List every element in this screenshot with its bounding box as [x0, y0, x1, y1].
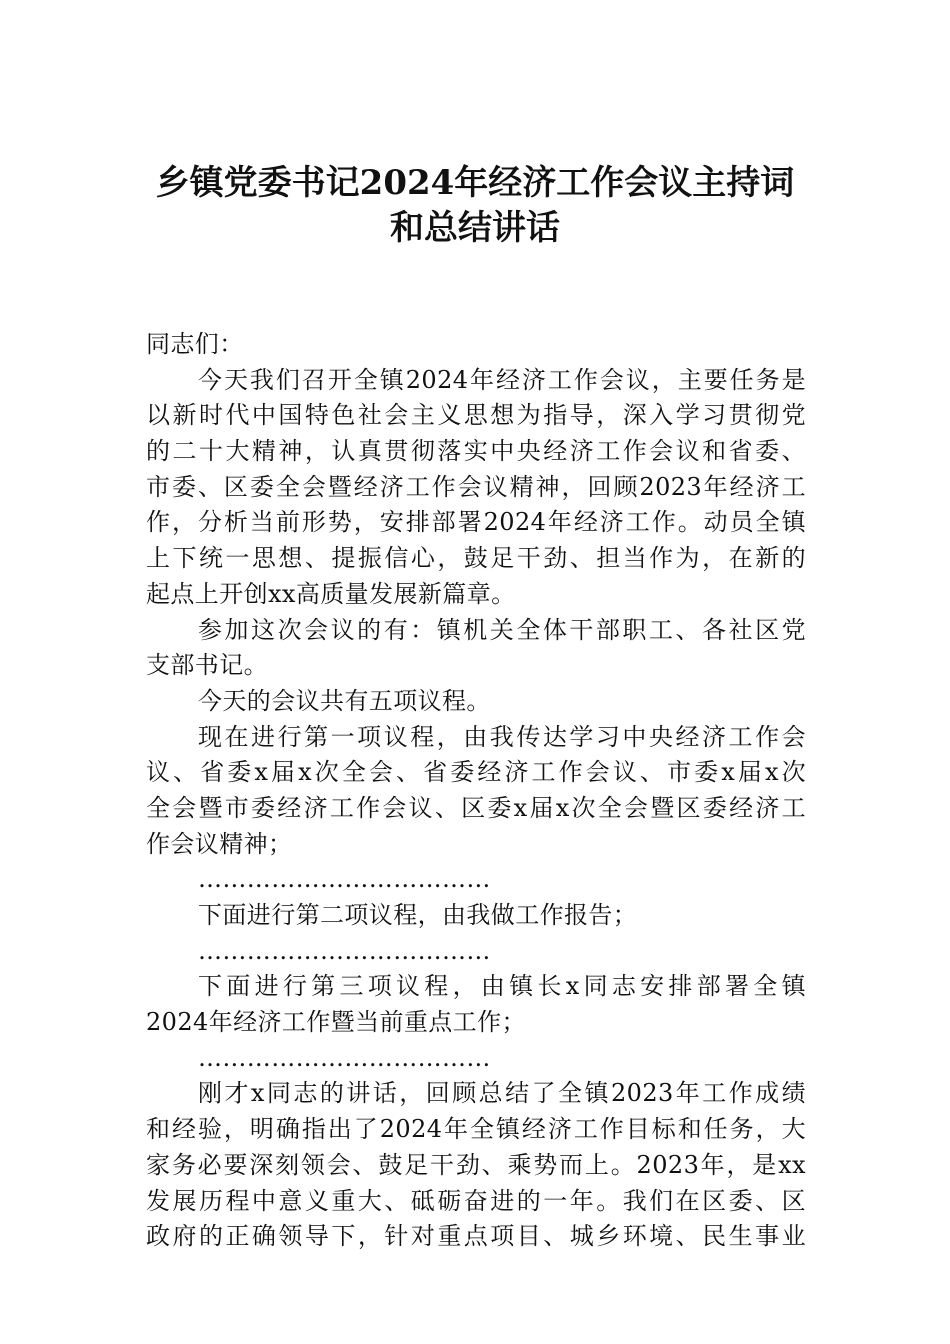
paragraph-line: 2024年经济工作暨当前重点工作；: [146, 1008, 526, 1037]
paragraph-line: 今天我们召开全镇2024年经济工作会议，主要任务是: [198, 365, 806, 394]
paragraph-line: 作会议精神；: [146, 829, 293, 858]
paragraph-line: 和经验，明确指出了2024年全镇经济工作目标和任务，大: [146, 1115, 806, 1144]
paragraph-line: 同志们：: [146, 330, 244, 358]
paragraph-line: 以新时代中国特色社会主义思想为指导，深入学习贯彻党: [146, 401, 806, 430]
document-title-line-1: 乡镇党委书记2024年经济工作会议主持词: [155, 163, 795, 203]
paragraph-line: 下面进行第三项议程，由镇长x同志安排部署全镇: [198, 972, 806, 1001]
paragraph-line: 今天的会议共有五项议程。: [198, 686, 491, 715]
paragraph-line: 发展历程中意义重大、砥砺奋进的一年。我们在区委、区: [146, 1186, 806, 1215]
document-body: [146, 327, 806, 1255]
paragraph-line: ………………………………: [198, 865, 491, 894]
paragraph-line: 下面进行第二项议程，由我做工作报告；: [198, 901, 638, 929]
paragraph-line: ………………………………: [198, 1043, 491, 1072]
paragraph-line: ………………………………: [198, 936, 491, 965]
paragraph-line: 现在进行第一项议程，由我传达学习中央经济工作会: [198, 722, 806, 751]
paragraph-line: 刚才x同志的讲话，回顾总结了全镇2023年工作成绩: [198, 1079, 806, 1108]
paragraph-line: 作，分析当前形势，安排部署2024年经济工作。动员全镇: [146, 508, 806, 537]
paragraph-line: 政府的正确领导下，针对重点项目、城乡环境、民生事业: [146, 1222, 806, 1251]
paragraph-line: 议、省委x届x次全会、省委经济工作会议、市委x届x次: [146, 758, 806, 787]
paragraph-line: 全会暨市委经济工作会议、区委x届x次全会暨区委经济工: [146, 793, 806, 822]
paragraph-line: 的二十大精神，认真贯彻落实中央经济工作会议和省委、: [146, 437, 806, 466]
document-title-line-2: 和总结讲话: [390, 208, 560, 248]
paragraph-line: 起点上开创xx高质量发展新篇章。: [146, 579, 516, 608]
paragraph-line: 参加这次会议的有：镇机关全体干部职工、各社区党: [198, 615, 806, 644]
paragraph-line: 上下统一思想、提振信心，鼓足干劲、担当作为，在新的: [146, 544, 806, 573]
paragraph-line: 家务必要深刻领会、鼓足干劲、乘势而上。2023年，是xx: [146, 1150, 806, 1179]
paragraph-line: 支部书记。: [146, 651, 268, 680]
paragraph-line: 市委、区委全会暨经济工作会议精神，回顾2023年经济工: [146, 472, 806, 501]
